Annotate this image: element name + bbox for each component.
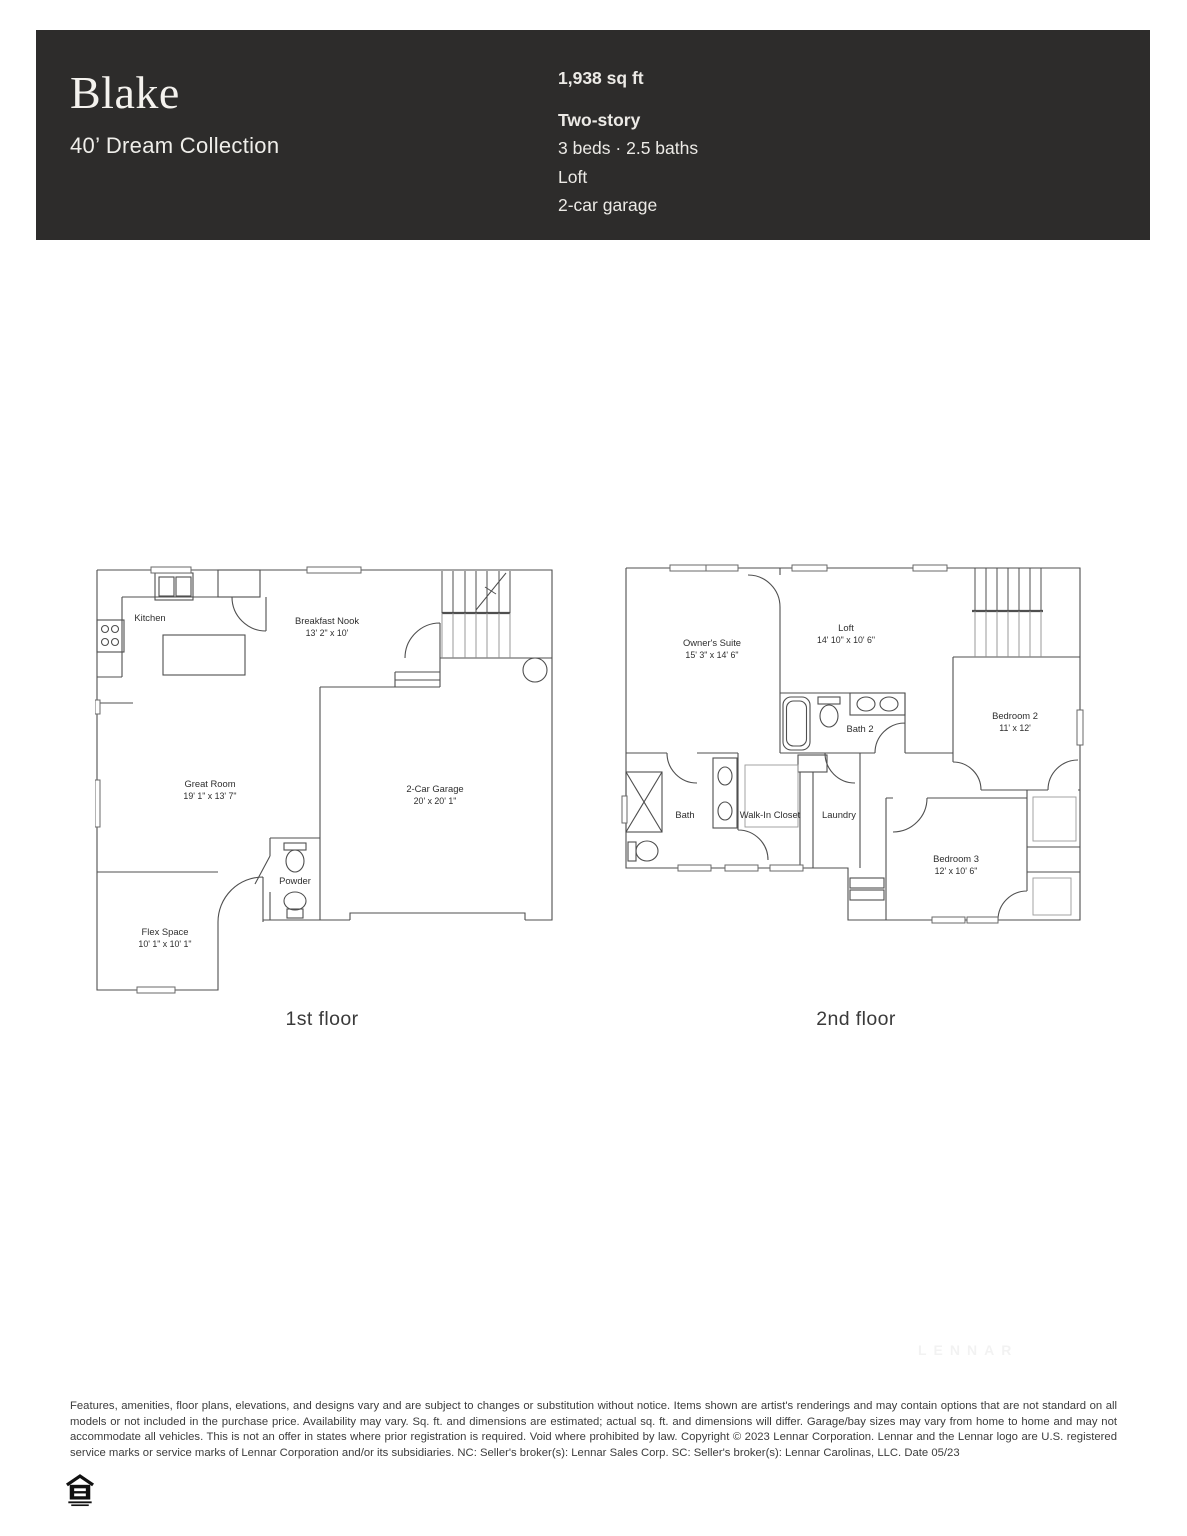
bedroom2-dim: 11' x 12' <box>999 723 1031 733</box>
powder-label: Powder <box>279 875 311 886</box>
breakfast-nook-dim: 13' 2" x 10' <box>305 628 349 638</box>
owners-suite-dim: 15' 3" x 14' 6" <box>685 650 739 660</box>
spec-beds-baths: 3 beds · 2.5 baths <box>558 138 699 158</box>
laundry-label: Laundry <box>822 809 856 820</box>
walk-in-closet-label: Walk-In Closet <box>739 809 801 820</box>
spec-stories: Two-story <box>558 109 641 130</box>
bath2-label: Bath 2 <box>846 723 874 734</box>
second-floor-plan <box>620 560 1085 930</box>
first-floor-plan-drawing <box>95 560 565 995</box>
legal-disclaimer: Features, amenities, floor plans, elevations, and designs vary and are subject to changes or substitution without notice. Items shown are artist's renderings and may contain options that are not standard on all models or not included in the purchase price. Availability may vary. Sq. ft. and dimensions are estimated; actual sq. ft. and dimensions will differ. Garage/bay sizes may vary from home to home and may not accommodate all vehicles. This is not an offer in states where prior registration is required. Void where prohibited by law. Copyright © 2023 Lennar Corporation. Lennar and the Lennar logo are U.S. registered service marks or service marks of Lennar Corporation and/or its subsidiaries. NC: Seller's broker(s): Lennar Sales Corp. SC: Seller's broker(s): Lennar Carolinas, LLC. Date 05/23 <box>70 1400 1117 1459</box>
garage-label: 2-Car Garage <box>406 783 464 794</box>
floor1-stairs-lower <box>442 613 510 658</box>
floor2-stairs <box>972 568 1043 611</box>
floor2-details <box>745 765 1076 915</box>
great-room-label: Great Room <box>184 778 236 789</box>
bedroom3-label: Bedroom 3 <box>933 853 979 864</box>
bedroom2-label: Bedroom 2 <box>992 710 1038 721</box>
header-banner <box>36 30 1150 240</box>
second-floor-plan-drawing <box>620 560 1085 930</box>
spec-spacer <box>558 93 698 106</box>
first-floor-caption: 1st floor <box>285 1008 359 1030</box>
great-room-dim: 19' 1" x 13' 7" <box>183 791 237 801</box>
second-floor-caption: 2nd floor <box>816 1008 896 1030</box>
spec-sqft: 1,938 sq ft <box>558 68 644 88</box>
floor2-windows <box>622 565 1083 923</box>
loft-dim: 14' 10" x 10' 6" <box>816 635 876 645</box>
floor1-stairs <box>442 571 510 613</box>
spec-list <box>558 64 698 220</box>
garage-dim: 20' x 20' 1" <box>413 796 457 806</box>
first-floor-plan <box>95 560 565 995</box>
bath-label: Bath <box>675 809 695 820</box>
flex-space-label: Flex Space <box>141 926 189 937</box>
owners-suite-label: Owner's Suite <box>682 637 742 648</box>
equal-housing-opportunity-icon <box>66 1474 94 1508</box>
floor1-labels <box>134 612 463 949</box>
kitchen-label: Kitchen <box>134 612 166 623</box>
bedroom3-dim: 12' x 10' 6" <box>934 866 978 876</box>
flex-space-dim: 10' 1" x 10' 1" <box>138 939 192 949</box>
spec-feature: Loft <box>558 166 588 187</box>
collection-name: 40’ Dream Collection <box>70 133 280 158</box>
loft-label: Loft <box>838 622 854 633</box>
lennar-watermark: LENNAR <box>918 1342 1019 1358</box>
breakfast-nook-label: Breakfast Nook <box>294 615 360 626</box>
floor2-labels <box>675 622 1038 876</box>
floor2-stairs-lower <box>975 611 1041 657</box>
plan-name: Blake <box>70 67 180 118</box>
spec-garage: 2-car garage <box>558 195 658 215</box>
